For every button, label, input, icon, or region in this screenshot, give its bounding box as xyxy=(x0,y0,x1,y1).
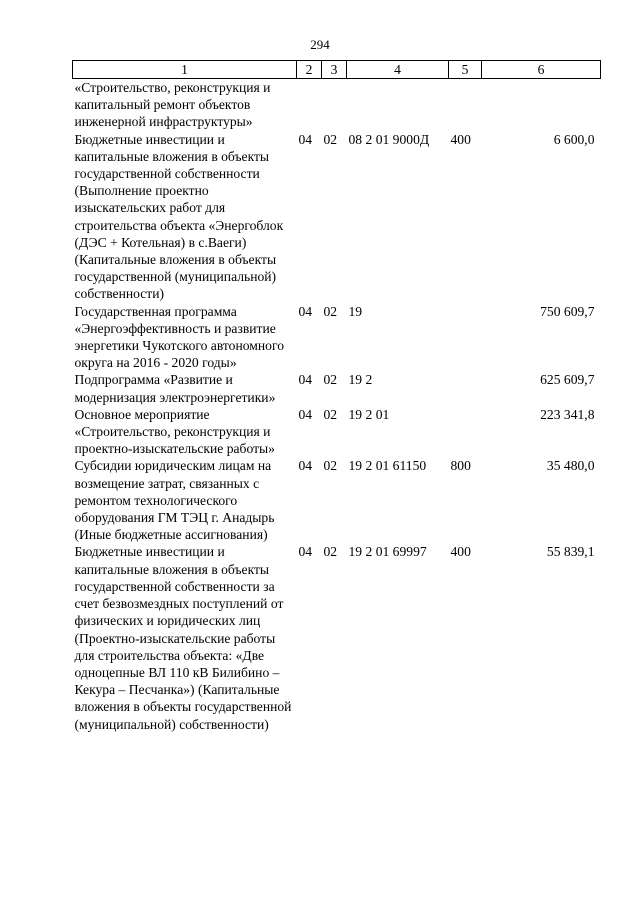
row-expense-type: 400 xyxy=(450,131,471,147)
row-name: Подпрограмма «Развитие и модернизация электроэнергетики» xyxy=(74,372,276,405)
row-name: Основное мероприятие «Строительство, реконструкция и проектно-изыскательские работы» xyxy=(74,406,275,457)
row-target xyxy=(347,79,449,131)
row-expense-type xyxy=(449,371,482,405)
table-row xyxy=(73,457,601,543)
row-section: 04 xyxy=(298,303,313,319)
row-subsection: 02 xyxy=(323,406,338,422)
row-amount: 223 341,8 xyxy=(540,406,595,422)
row-name: Бюджетные инвестиции и капитальные вложения в объекты государственной собственности за счет безвозмездных поступлений от физических и юридических лиц (Проектно-изыскательские работы для строительства объекта: «Две одноцепные ВЛ 110 кВ Билибино – Кекура – Песчанка») (Капитальные вложения в объекты государственной (муниципальной) собственности) xyxy=(74,544,292,732)
row-subsection: 02 xyxy=(323,372,338,388)
table-row xyxy=(73,406,601,458)
header-col-2: 2 xyxy=(297,61,322,79)
table-row xyxy=(73,303,601,372)
row-target: 19 2 xyxy=(348,372,373,388)
row-section xyxy=(297,79,322,131)
row-amount xyxy=(482,79,601,131)
table-row xyxy=(73,543,601,732)
row-expense-type xyxy=(449,303,482,372)
row-name: Государственная программа «Энергоэффективность и развитие энергетики Чукотского автономного округа на 2016 - 2020 годы» xyxy=(74,303,285,371)
row-subsection: 02 xyxy=(323,544,338,560)
header-col-4: 4 xyxy=(347,61,449,79)
row-section: 04 xyxy=(298,458,313,474)
row-section: 04 xyxy=(298,544,313,560)
page-number: 294 xyxy=(310,37,330,52)
table-row xyxy=(73,371,601,405)
row-amount: 625 609,7 xyxy=(540,372,595,388)
table-row xyxy=(73,131,601,303)
row-amount: 750 609,7 xyxy=(540,303,595,319)
row-subsection xyxy=(322,79,347,131)
row-expense-type xyxy=(449,79,482,131)
row-expense-type xyxy=(449,406,482,458)
row-section: 04 xyxy=(298,372,313,388)
row-section: 04 xyxy=(298,406,313,422)
row-name: «Строительство, реконструкция и капитальный ремонт объектов инженерной инфраструктуры» xyxy=(74,80,271,130)
header-col-3: 3 xyxy=(322,61,347,79)
row-subsection: 02 xyxy=(323,303,338,319)
header-col-5: 5 xyxy=(449,61,482,79)
row-section: 04 xyxy=(298,131,313,147)
row-subsection: 02 xyxy=(323,458,338,474)
row-target: 08 2 01 9000Д xyxy=(348,131,430,147)
header-col-6: 6 xyxy=(482,61,601,79)
row-amount: 6 600,0 xyxy=(553,131,595,147)
budget-table xyxy=(72,60,601,733)
row-amount: 55 839,1 xyxy=(546,544,595,560)
row-name: Субсидии юридическим лицам на возмещение затрат, связанных с ремонтом технологического оборудования ГМ ТЭЦ г. Анадырь (Иные бюджетные ассигнования) xyxy=(74,458,275,543)
header-col-1: 1 xyxy=(73,61,297,79)
row-expense-type: 800 xyxy=(450,458,471,474)
row-target: 19 2 01 69997 xyxy=(348,544,427,560)
row-target: 19 2 01 xyxy=(348,406,390,422)
row-amount: 35 480,0 xyxy=(546,458,595,474)
row-name: Бюджетные инвестиции и капитальные вложения в объекты государственной собственности (Выполнение проектно изыскательских работ для строительства объекта «Энергоблок (ДЭС + Котельная) в с.Ваеги) (Капитальные вложения в объекты государственной (муниципальной) собственности) xyxy=(74,131,284,302)
row-subsection: 02 xyxy=(323,131,338,147)
row-target: 19 2 01 61150 xyxy=(348,458,427,474)
row-target: 19 xyxy=(348,303,363,319)
table-row xyxy=(73,79,601,131)
header-row xyxy=(73,61,601,79)
row-expense-type: 400 xyxy=(450,544,471,560)
